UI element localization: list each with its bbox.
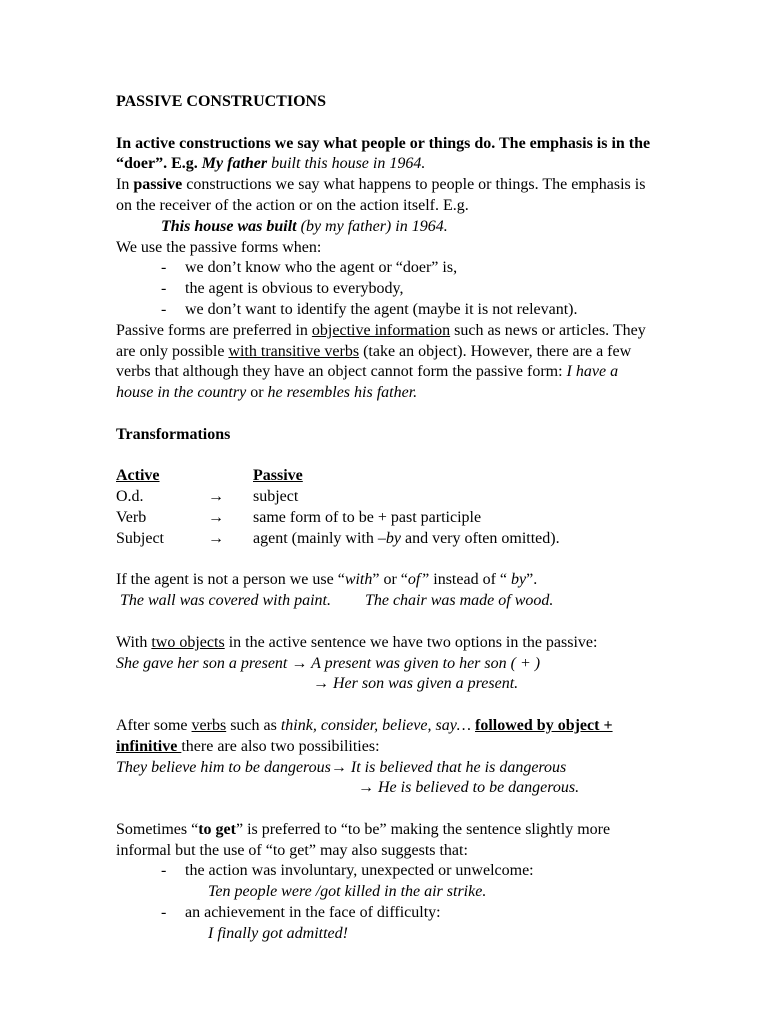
- example-text: They believe him to be dangerous→ It is believed that he is dangerous: [116, 758, 567, 776]
- text: and very often omitted).: [400, 529, 560, 547]
- text: by: [385, 529, 401, 547]
- text: followed by object + infinitive: [116, 716, 613, 755]
- page-title: PASSIVE CONSTRUCTIONS: [116, 93, 326, 110]
- text: verbs: [191, 716, 227, 734]
- text: passive: [133, 176, 183, 194]
- text: to get: [198, 820, 236, 838]
- table-cell: Verb: [116, 508, 147, 526]
- text: ” or “: [372, 571, 408, 589]
- list-item-text: we don’t know who the agent or “doer” is,: [185, 259, 458, 277]
- list-item: [116, 258, 656, 279]
- example-text: Ten people were /got killed in the air strike.: [208, 883, 487, 901]
- dash: -: [161, 280, 167, 298]
- text: such as news or articles. They are only possible: [116, 321, 646, 360]
- text: agent (mainly with –: [253, 529, 386, 547]
- column-header: Passive: [253, 467, 303, 485]
- example-text: → He is believed to be dangerous.: [358, 779, 580, 797]
- table-cell: Subject: [116, 529, 164, 547]
- text: by: [511, 571, 527, 589]
- table-cell: same form of to be + past participle: [253, 508, 482, 526]
- example-text: → Her son was given a present.: [313, 675, 519, 693]
- example-text: he resembles his father.: [267, 384, 418, 402]
- text: ” is preferred to “to be” making the sentence slightly more informal but the use of “to get” may also suggests that:: [116, 820, 611, 859]
- example-text: built this house in 1964.: [267, 155, 426, 173]
- text: in the active sentence we have two options in the passive:: [224, 633, 598, 651]
- arrow: →: [208, 508, 224, 526]
- example-text: She gave her son a present → A present was given to her son ( + ): [116, 654, 541, 672]
- dash: -: [161, 904, 167, 922]
- text: think, consider, believe, say…: [280, 716, 472, 734]
- table-row: [116, 529, 656, 550]
- paragraph-active: [116, 134, 656, 176]
- text: constructions we say what people or things do. The emphasis is in the “doer”. E.g.: [116, 134, 651, 173]
- column-header: Active: [116, 467, 160, 485]
- list-item-text: the agent is obvious to everybody,: [185, 280, 404, 298]
- example-text: The chair was made of wood.: [364, 592, 554, 610]
- text: two objects: [151, 633, 225, 651]
- paragraph-verbs: [116, 716, 656, 758]
- example-text: My father: [201, 155, 268, 173]
- text: constructions we say what happens to people or things. The emphasis is on the receiver of the action or on the action itself. E.g.: [116, 176, 646, 214]
- list-item-text: the action was involuntary, unexpected or unwelcome:: [185, 862, 534, 880]
- text: After some: [116, 716, 192, 734]
- example-text: This house was built: [161, 217, 297, 235]
- text: ”.: [526, 571, 538, 589]
- example-text: The wall was covered with paint.: [120, 592, 331, 610]
- paragraph-two-objects: [116, 633, 656, 654]
- text: instead of “: [429, 571, 511, 589]
- text: Passive forms are preferred in: [116, 321, 312, 339]
- agent-examples: [116, 591, 656, 612]
- dash: -: [161, 259, 167, 277]
- text: active: [135, 134, 176, 152]
- dash: -: [161, 300, 167, 318]
- list-item: [116, 861, 656, 882]
- text: If the agent is not a person we use “: [116, 571, 345, 589]
- example-text: I have a house in the country: [116, 363, 619, 402]
- text: of”: [407, 571, 430, 589]
- paragraph-passive: [116, 175, 656, 217]
- list-item-text: we don’t want to identify the agent (maybe it is not relevant).: [185, 300, 578, 318]
- text: such as: [226, 716, 281, 734]
- section-heading: Transformations: [116, 425, 231, 443]
- table-row: [116, 487, 656, 508]
- text: or: [246, 384, 268, 402]
- paragraph-passive-example: [116, 217, 656, 238]
- text: objective information: [311, 321, 451, 339]
- list-item: [116, 300, 656, 321]
- text: With: [116, 633, 152, 651]
- example-text: (by my father) in 1964.: [296, 217, 448, 235]
- list-item: [116, 903, 656, 924]
- example-text: I finally got admitted!: [208, 924, 348, 942]
- dash: -: [161, 862, 167, 880]
- paragraph-agent: [116, 570, 656, 591]
- document-page: [116, 92, 656, 945]
- paragraph-to-get: [116, 820, 656, 862]
- table-row: [116, 508, 656, 529]
- list-item-text: an achievement in the face of difficulty:: [185, 904, 441, 922]
- text: (take an object). However, there are a few verbs that although they have an object cannot form the passive form:: [116, 342, 632, 381]
- table-header: [116, 466, 656, 487]
- text: there are also two possibilities:: [181, 737, 380, 755]
- paragraph-preferred: [116, 321, 656, 404]
- text: In: [116, 134, 136, 152]
- text: with: [344, 571, 373, 589]
- text: with transitive verbs: [228, 342, 360, 360]
- text: Sometimes “: [116, 820, 199, 838]
- arrow: →: [208, 529, 224, 547]
- table-cell: subject: [253, 488, 299, 506]
- table-cell: O.d.: [116, 488, 144, 506]
- text: In: [116, 176, 134, 194]
- arrow: →: [208, 488, 224, 506]
- table-cell: [253, 529, 560, 550]
- paragraph-uses: We use the passive forms when:: [116, 238, 322, 256]
- list-item: [116, 279, 656, 300]
